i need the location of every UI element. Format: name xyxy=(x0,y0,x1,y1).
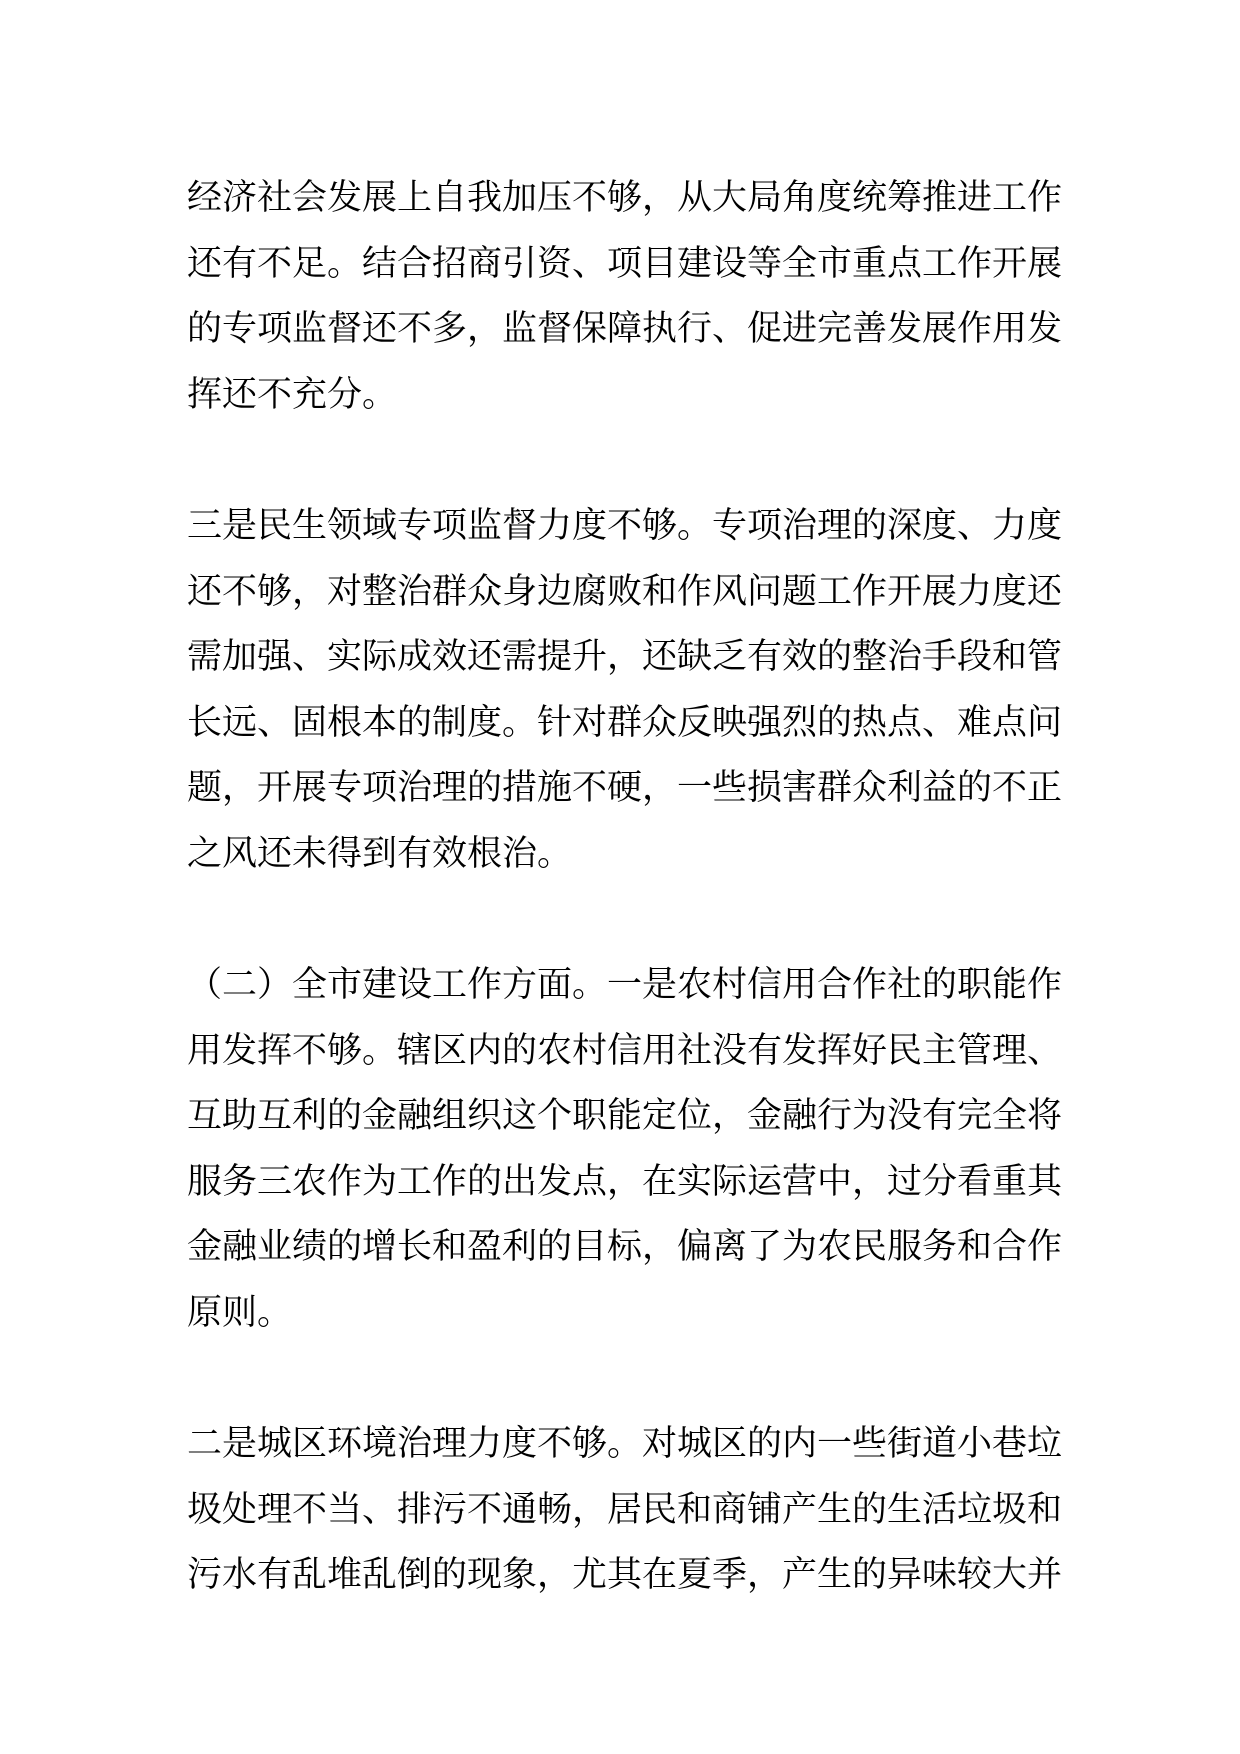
text-line: 二是城区环境治理力度不够。对城区的内一些街道小巷垃 xyxy=(187,1424,1063,1464)
paragraph-economic-development xyxy=(187,166,1063,428)
text-line: 服务三农作为工作的出发点，在实际运营中，过分看重其 xyxy=(187,1161,1063,1202)
text-line: 还不够，对整治群众身边腐败和作风问题工作开展力度还 xyxy=(187,571,1063,612)
text-line: 的专项监督还不多，监督保障执行、促进完善发展作用发 xyxy=(187,309,1063,349)
paragraph-urban-environment xyxy=(187,1412,1063,1609)
text-line: 还有不足。结合招商引资、项目建设等全市重点工作开展 xyxy=(187,243,1063,284)
text-line: （二）全市建设工作方面。一是农村信用合作社的职能作 xyxy=(187,965,1063,1005)
text-line: 需加强、实际成效还需提升，还缺乏有效的整治手段和管 xyxy=(187,637,1063,677)
text-line: 金融业绩的增长和盈利的目标，偏离了为农民服务和合作 xyxy=(187,1227,1063,1267)
paragraph-livelihood-supervision xyxy=(187,494,1063,887)
text-line: 互助互利的金融组织这个职能定位，金融行为没有完全将 xyxy=(187,1096,1063,1136)
text-line: 用发挥不够。辖区内的农村信用社没有发挥好民主管理、 xyxy=(187,1030,1063,1071)
paragraph-city-construction xyxy=(187,953,1063,1346)
text-line: 之风还未得到有效根治。 xyxy=(187,833,573,874)
text-line: 圾处理不当、排污不通畅，居民和商铺产生的生活垃圾和 xyxy=(187,1489,1063,1530)
text-line: 三是民生领域专项监督力度不够。专项治理的深度、力度 xyxy=(187,506,1063,546)
text-line: 长远、固根本的制度。针对群众反映强烈的热点、难点问 xyxy=(187,702,1063,743)
text-line: 污水有乱堆乱倒的现象，尤其在夏季，产生的异味较大并 xyxy=(187,1555,1063,1595)
text-line: 原则。 xyxy=(187,1292,293,1333)
text-line: 题，开展专项治理的措施不硬，一些损害群众利益的不正 xyxy=(187,768,1063,808)
document-body xyxy=(187,166,1063,1609)
text-line: 挥还不充分。 xyxy=(187,374,398,415)
text-line: 经济社会发展上自我加压不够，从大局角度统筹推进工作 xyxy=(187,178,1063,218)
